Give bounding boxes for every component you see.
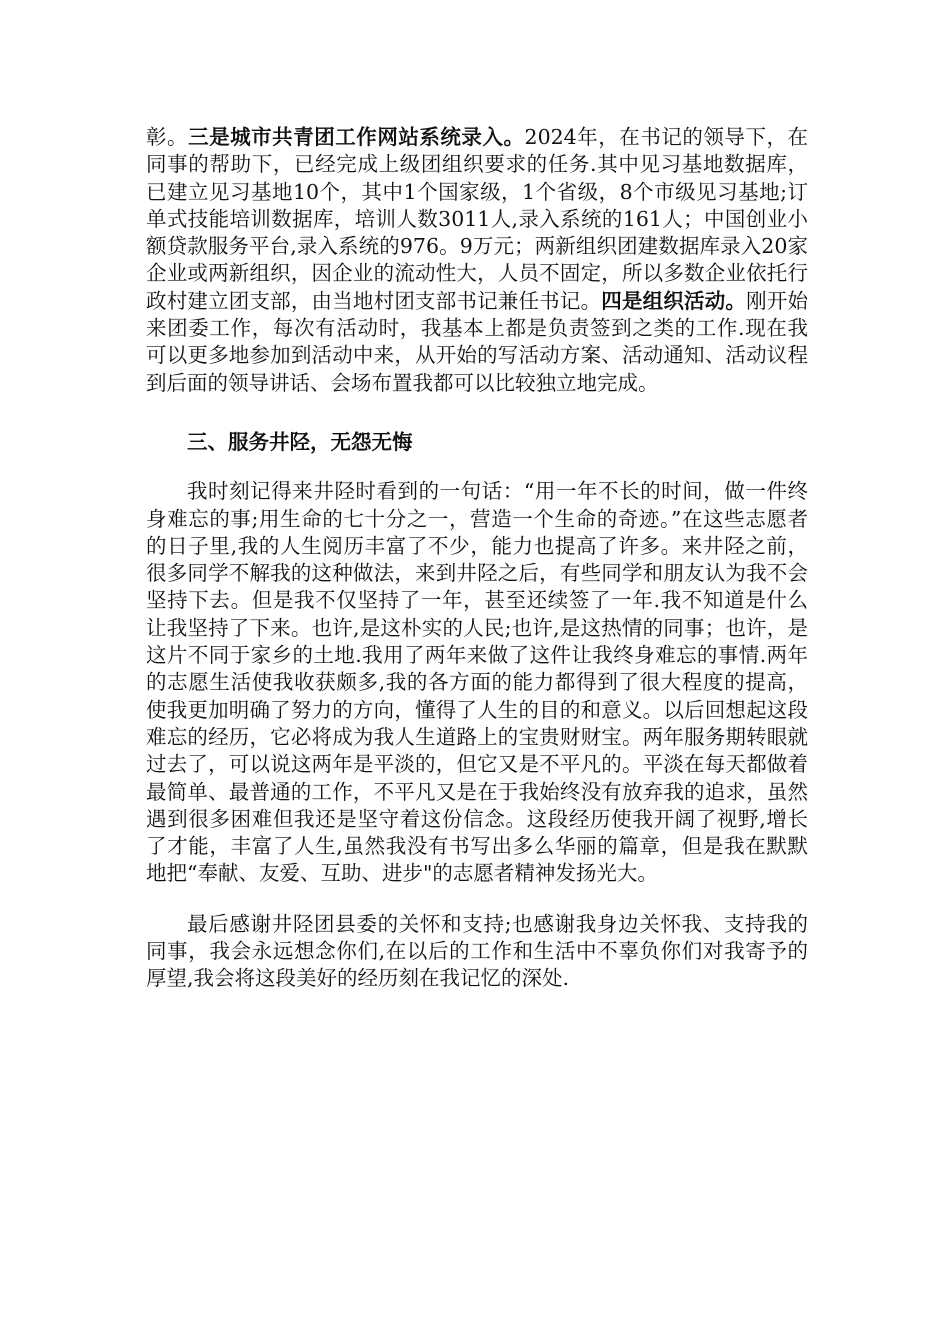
- paragraph-run: 刚开始来团委工作，每次有活动时，我基本上都是负责签到之类的工作.现在我可以更多地参加到活动中来，从开始的写活动方案、活动通知、活动议程到后面的领导讲话、会场布置我都可以比较独立地完成。: [146, 288, 809, 395]
- section-heading: 三、服务井陉，无怨无悔: [187, 429, 413, 454]
- paragraph-thanks: 最后感谢井陉团县委的关怀和支持;也感谢我身边关怀我、支持我的同事，我会永远想念你们,在以后的工作和生活中不辜负你们对我寄予的厚望,我会将这段美好的经历刻在我记忆的深处.: [146, 911, 808, 991]
- bold-point-three: 三是城市共青团工作网站系统录入。: [188, 125, 525, 149]
- paragraph-reflection: 我时刻记得来井陉时看到的一句话：“用一年不长的时间，做一件终身难忘的事;用生命的七十分之一，营造一个生命的奇迹。”在这些志愿者的日子里,我的人生阅历丰富了不少，能力也提高了许多。来井陉之前，很多同学不解我的这种做法，来到井陉之后，有些同学和朋友认为我不会坚持下去。但是我不仅坚持了一年，甚至还续签了一年.我不知道是什么让我坚持了下来。也许,是这朴实的人民;也许,是这热情的同事；也许，是这片不同于家乡的土地.我用了两年来做了这件让我终身难忘的事情.两年的志愿生活使我收获颇多,我的各方面的能力都得到了很大程度的提高，使我更加明确了努力的方向，懂得了人生的目的和意义。以后回想起这段难忘的经历，它必将成为我人生道路上的宝贵财财宝。两年服务期转眼就过去了，可以说这两年是平淡的，但它又是不平凡的。平淡在每天都做着最简单、最普通的工作，不平凡又是在于我始终没有放弃我的追求，虽然遇到很多困难但我还是坚守着这份信念。这段经历使我开阔了视野,增长了才能，丰富了人生,虽然我没有书写出多么华丽的篇章，但是我在默默地把“奉献、友爱、互助、进步"的志愿者精神发扬光大。: [146, 479, 808, 886]
- bold-point-four: 四是组织活动。: [601, 288, 747, 313]
- paragraph-run: 2024年，在书记的领导下，在同事的帮助下，已经完成上级团组织要求的任务.其中见习基地数据库，已建立见习基地10个，其中1个国家级，1个省级，8个市级见习基地;订单式技能培训数据库，培训人数3011人,录入系统的161人；中国创业小额贷款服务平台,录入系统的976。9万元；两新组织团建数据库录入20家企业或两新组织，因企业的流动性大，人员不固定，所以多数企业依托行政村建立团支部，由当地村团支部书记兼任书记。: [146, 125, 809, 313]
- paragraph-spacer: [146, 888, 808, 911]
- document-page: [146, 124, 808, 993]
- paragraph-run: 彰。: [146, 125, 189, 149]
- paragraph-work-summary: [146, 124, 808, 397]
